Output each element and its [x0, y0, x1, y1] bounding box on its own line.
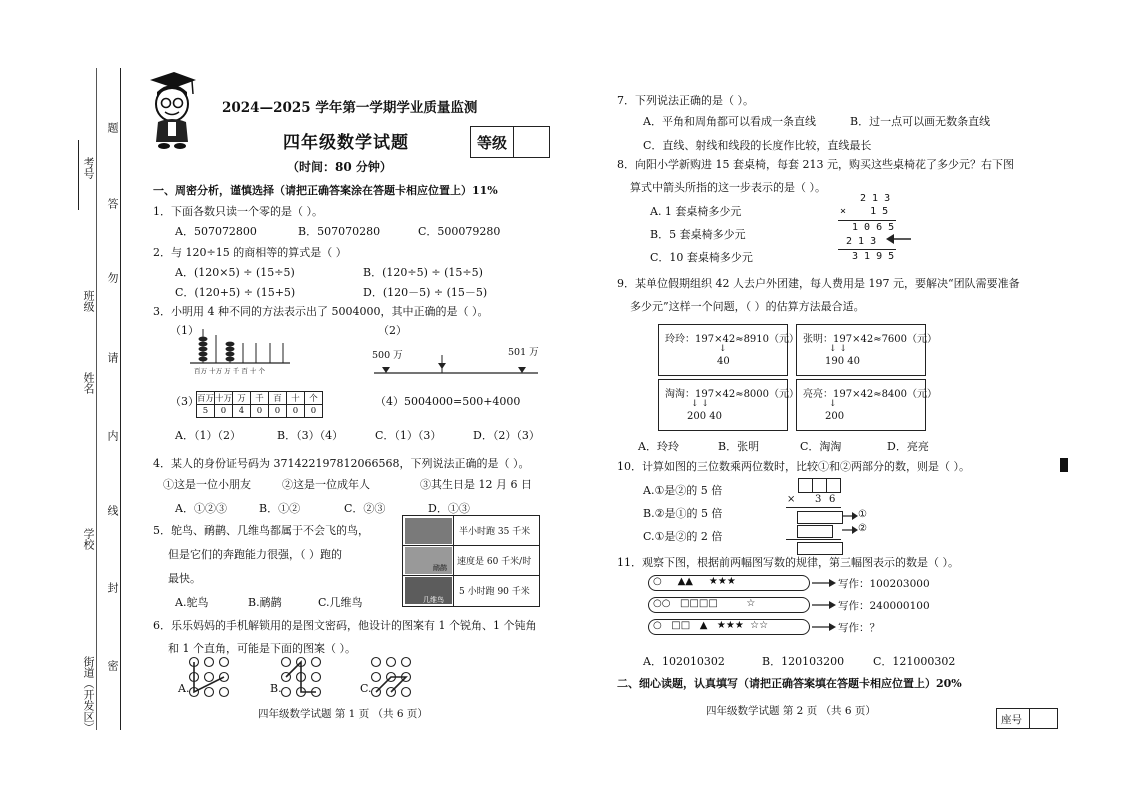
row-symbols: ○ □□ ▲ ★★★ ☆☆	[653, 620, 769, 631]
exam-time: （时间：80 分钟）	[287, 160, 392, 174]
table-head-cell: 个	[305, 392, 323, 405]
card-arrow: ↓	[719, 344, 727, 354]
abacus-labels	[194, 366, 265, 375]
q2-option-c: C．(120+5) ÷ (15+5)	[175, 286, 296, 299]
mult-sign: ×	[787, 494, 796, 505]
place-value-table	[196, 391, 323, 418]
pattern-row-3	[648, 619, 810, 635]
mascot-icon	[146, 70, 198, 150]
digit: 6	[829, 494, 836, 505]
q11-option-c: C．121000302	[873, 655, 956, 668]
table-cell: 5	[197, 405, 215, 418]
q1-option-c: C．500079280	[418, 225, 501, 238]
q3-option-a: A．（1）（2）	[175, 429, 241, 442]
binding-label-class: 班级	[82, 290, 95, 312]
estimate-card-taotao	[658, 379, 800, 431]
bird-table	[402, 515, 540, 607]
card-estimate: 200	[825, 411, 845, 422]
q4-option-b: B．①②	[259, 502, 301, 515]
q4-option-d: D．①③	[428, 502, 470, 515]
q4-statement3: ③其生日是 12 月 6 日	[420, 478, 532, 491]
q11-stem: 11．观察下图，根据前两幅图写数的规律，第三幅图表示的数是（ ）。	[617, 556, 959, 569]
q3-part2: （2）	[378, 324, 407, 337]
q3-option-d: D．（2）（3）	[473, 429, 540, 442]
table-cell: 0	[305, 405, 323, 418]
pattern-b-figure	[280, 656, 322, 698]
table-cell: 0	[287, 405, 305, 418]
pattern-c-figure	[370, 656, 412, 698]
q10-option-b: B.②是①的 5 倍	[643, 507, 723, 520]
card-formula: 淘淘：197×42≈8000（元）	[665, 389, 800, 400]
q6-line2: 和 1 个直角，可能是下面的图案（ ）。	[168, 642, 356, 655]
numberline-left-label: 500 万	[372, 350, 403, 361]
table-cell: 4	[233, 405, 251, 418]
q3-stem: 3．小明用 4 种不同的方法表示出了 5004000，其中正确的是（ ）。	[153, 305, 489, 318]
section1-title: 一、周密分析，谨慎选择（请把正确答案涂在答题卡相应位置上）11%	[153, 184, 498, 197]
bird-speed-2: 速度是 60 千米/时	[457, 557, 532, 567]
q10-option-c: C.①是②的 2 倍	[643, 530, 723, 543]
q9-line1: 9．某单位假期组织 42 人去户外团建，每人费用是 197 元，要解决“团队需要准备	[617, 277, 1020, 290]
q3-part1: （1）	[170, 324, 199, 337]
abacus-label: 个	[258, 367, 265, 375]
abacus-label: 百	[241, 367, 248, 375]
q4-option-c: C．②③	[344, 502, 386, 515]
card-formula: 玲玲：197×42≈8910（元）	[665, 334, 800, 345]
card-arrow: ↓	[829, 399, 837, 409]
q9-option-a: A．玲玲	[638, 440, 679, 453]
estimate-card-zhangming	[796, 324, 938, 376]
pattern-row-1	[648, 575, 810, 591]
q11-option-b: B．120103200	[762, 655, 845, 668]
table-head-cell: 十万	[215, 392, 233, 405]
q10-stem: 10．计算如图的三位数乘两位数时，比较①和②两部分的数，则是（ ）。	[617, 460, 970, 473]
q10-option-a: A.①是②的 5 倍	[643, 484, 723, 497]
arrow-right-icon	[812, 578, 836, 634]
q5-line2: 但是它们的奔跑能力很强，（ ）跑的	[168, 548, 342, 561]
number-line-figure	[370, 355, 542, 381]
abacus-label: 十万	[209, 367, 223, 375]
table-head-cell: 百万	[197, 392, 215, 405]
q8-option-b: B．5 套桌椅多少元	[650, 228, 746, 241]
q1-stem: 1．下面各数只读一个零的是（ ）。	[153, 205, 323, 218]
row-symbols: ○ ▲▲ ★★★	[653, 576, 736, 587]
pattern-a-figure	[188, 656, 230, 698]
q4-statement2: ②这是一位成年人	[282, 478, 370, 491]
calc-line: × 1 5	[840, 206, 889, 217]
binding-label-name: 姓名	[82, 372, 95, 394]
abacus-label: 万	[224, 367, 231, 375]
abacus-label: 百万	[194, 367, 207, 375]
exam-title: 2024—2025 学年第一学期学业质量监测	[222, 100, 478, 116]
card-estimate: 40	[717, 356, 730, 367]
row-3-value: 写作：？	[838, 622, 880, 634]
card-arrow: ↓ ↓	[691, 399, 709, 409]
q8-line1: 8．向阳小学新购进 15 套桌椅，每套 213 元，购买这些桌椅花了多少元？右下图	[617, 158, 1014, 171]
digit: 3	[815, 494, 822, 505]
bird-speed-3: 5 小时跑 90 千米	[459, 587, 530, 597]
card-estimate: 190 40	[825, 356, 860, 367]
q4-statement1: ①这是一位小朋友	[163, 478, 251, 491]
seal-char: 勿	[106, 272, 119, 283]
row-1-value: 写作：100203000	[838, 578, 930, 590]
estimate-card-lingling	[658, 324, 800, 376]
abacus-label: 千	[232, 367, 240, 375]
bird-label: 几维鸟	[423, 596, 444, 604]
bird-label: 鸸鹋	[433, 564, 447, 572]
q7-option-a: A．平角和周角都可以看成一条直线	[643, 115, 816, 128]
q8-option-c: C．10 套桌椅多少元	[650, 251, 753, 264]
seal-char: 答	[106, 198, 119, 209]
card-formula: 亮亮：197×42≈8400（元）	[803, 389, 938, 400]
estimate-card-liangliang	[796, 379, 938, 431]
footer-page1: 四年级数学试题 第 1 页 （共 6 页）	[258, 708, 428, 720]
card-estimate: 200 40	[687, 411, 722, 422]
q6-line1: 6．乐乐妈妈的手机解锁用的是图文密码，他设计的图案有 1 个锐角、1 个钝角	[153, 619, 537, 632]
card-formula: 张明：197×42≈7600（元）	[803, 334, 938, 345]
calc-line: 2 1 3	[860, 193, 891, 204]
ostrich-image	[405, 518, 452, 544]
section2-title: 二、细心读题，认真填写（请把正确答案填在答题卡相应位置上）20%	[617, 677, 962, 690]
q7-option-c: C．直线、射线和线段的长度作比较，直线最长	[643, 139, 872, 152]
seal-char: 内	[106, 430, 119, 441]
q9-option-c: C．淘淘	[800, 440, 842, 453]
q7-stem: 7．下列说法正确的是（ ）。	[617, 94, 754, 107]
table-head-cell: 千	[251, 392, 269, 405]
grade-box	[470, 126, 550, 158]
calc-line: 3 1 9 5	[852, 251, 895, 262]
footer-page2: 四年级数学试题 第 2 页 （共 6 页）	[706, 705, 876, 717]
binding-label-exam-no: 考号	[82, 157, 95, 179]
q5-option-c: C.几维鸟	[318, 596, 363, 609]
table-cell: 0	[269, 405, 287, 418]
label-2: ②	[858, 523, 867, 534]
seal-char: 密	[106, 660, 119, 671]
q2-option-a: A．(120×5) ÷ (15÷5)	[175, 266, 295, 279]
table-head-cell: 十	[287, 392, 305, 405]
q2-option-b: B．(120÷5) ÷ (15÷5)	[363, 266, 483, 279]
row-symbols: ○○ □□□□ ☆	[653, 598, 756, 609]
partial-product-1	[797, 511, 843, 524]
label-1: ①	[858, 509, 867, 520]
row-2-value: 写作：240000100	[838, 600, 930, 612]
seal-char: 封	[106, 582, 119, 593]
seat-label: 座号	[1001, 714, 1022, 726]
q9-line2: 多少元”这样一个问题，（ ）的估算方法最合适。	[630, 300, 865, 313]
seal-char: 线	[106, 505, 119, 516]
pattern-row-2	[648, 597, 810, 613]
q5-option-b: B.鸸鹋	[248, 596, 282, 609]
q8-option-a: A. 1 套桌椅多少元	[650, 205, 742, 218]
q5-line1: 5．鸵鸟、鸸鹋、几维鸟都属于不会飞的鸟，	[153, 524, 369, 537]
q5-option-a: A.鸵鸟	[175, 596, 209, 609]
abacus-label: 十	[249, 367, 257, 375]
seat-number-box	[996, 708, 1058, 729]
q7-option-b: B．过一点可以画无数条直线	[850, 115, 991, 128]
grade-label: 等级	[477, 134, 508, 152]
calc-line: 1 0 6 5	[852, 222, 895, 233]
q6-option-c: C.	[360, 682, 372, 695]
arrow-left-icon	[886, 234, 912, 244]
arrow-right-icon	[842, 511, 858, 537]
q3-option-b: B．（3）（4）	[277, 429, 344, 442]
binding-label-school: 学校	[82, 528, 95, 550]
q3-part3: （3）	[170, 395, 199, 408]
q3-option-c: C．（1）（3）	[375, 429, 442, 442]
exam-subject: 四年级数学试题	[283, 133, 409, 153]
q6-option-b: B.	[270, 682, 282, 695]
partial-product-2	[797, 525, 833, 538]
table-cell: 0	[215, 405, 233, 418]
q1-option-a: A．507072800	[175, 225, 257, 238]
seal-char: 请	[106, 352, 119, 363]
q4-option-a: A．①②③	[175, 502, 227, 515]
q9-option-b: B．张明	[718, 440, 760, 453]
q1-option-b: B．507070280	[298, 225, 381, 238]
calc-line: 2 1 3	[846, 236, 877, 247]
bird-speed-1: 半小时跑 35 千米	[459, 527, 531, 537]
seal-char: 题	[106, 122, 119, 133]
scan-mark	[1060, 458, 1068, 472]
table-cell: 0	[251, 405, 269, 418]
table-head-cell: 百	[269, 392, 287, 405]
q2-stem: 2．与 120÷15 的商相等的算式是（ ）	[153, 246, 347, 259]
q8-line2: 算式中箭头所指的这一步表示的是（ ）。	[630, 181, 826, 194]
q6-option-a: A.	[178, 682, 190, 695]
q11-option-a: A．102010302	[643, 655, 725, 668]
q4-stem: 4．某人的身份证号码为 371422197812066568，下列说法正确的是（ ）。	[153, 457, 530, 470]
card-arrow: ↓ ↓	[829, 344, 847, 354]
table-head-cell: 万	[233, 392, 251, 405]
numberline-right-label: 501 万	[508, 347, 539, 358]
q9-option-d: D．亮亮	[887, 440, 929, 453]
q2-option-d: D．(120－5) ÷ (15－5)	[363, 286, 488, 299]
binding-label-district: 街道（开发区）	[82, 656, 95, 733]
q5-line3: 最快。	[168, 572, 201, 585]
q3-part4: （4）5004000=500+4000	[375, 395, 521, 408]
